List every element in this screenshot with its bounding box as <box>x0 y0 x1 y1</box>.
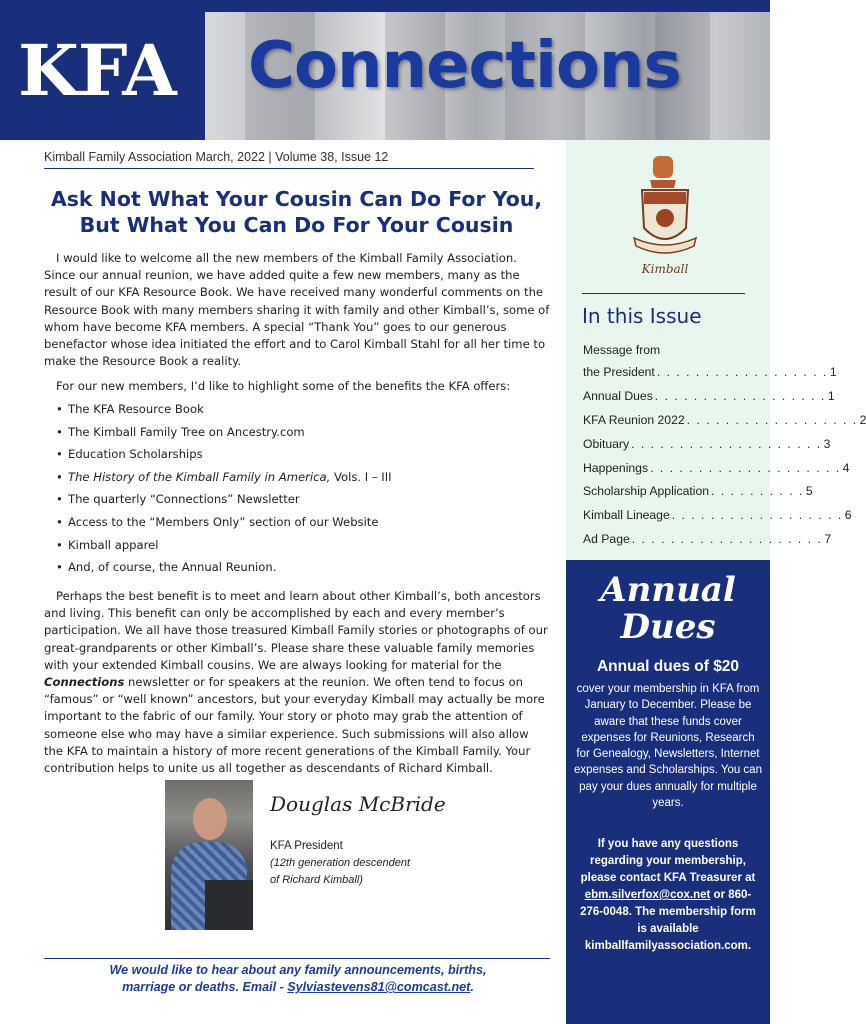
list-item <box>56 469 546 492</box>
toc-item[interactable] <box>583 503 852 527</box>
dues-description: cover your membership in KFA from January to December. Please be aware that these funds cover expenses for Reunions, Research for Genealogy, Newsletters, Internet expenses and Scholarships. You can pay your dues annually for multiple years. <box>574 683 762 810</box>
toc-label: Scholarship Application <box>583 484 710 499</box>
toc-leader: . . . . . . . . . . . . . . . . . . . . <box>631 532 823 547</box>
list-item: • The KFA Resource Book <box>56 401 546 424</box>
toc-label: the President <box>583 364 655 379</box>
toc-label: Ad Page <box>583 532 630 547</box>
toc-leader: . . . . . . . . . . . . . . . . . . . . <box>631 436 822 451</box>
footer-note-end: . <box>470 980 474 994</box>
toc-leader: . . . . . . . . . . . . . . . . . . . . <box>650 460 841 475</box>
article-paragraph-1: I would like to welcome all the new members of the Kimball Family Association. Since our annual reunion, we have added quite a few new members, many as the result of our KFA Resource Book. We have received many wonderful comments on the Resource Book with many members sharing it with family and other Kimball’s, some of whom have become KFA members. A special “Thank You” goes to our generous benefactor whose idea initiated the effort and to Carol Kimball Stahl for all her time to make the Resource Book a reality. <box>44 251 550 369</box>
table-of-contents <box>583 340 866 551</box>
toc-page: 6 <box>844 508 852 523</box>
footer-note-line-1: We would like to hear about any family announcements, births, <box>109 963 487 977</box>
book-title: The History of the Kimball Family in America, <box>68 469 331 484</box>
footer-note-line-2 <box>60 979 536 996</box>
toc-leader: . . . . . . . . . . . . . . . . . . <box>686 412 858 427</box>
toc-page: 3 <box>823 436 831 451</box>
toc-label: KFA Reunion 2022 <box>583 412 685 427</box>
dues-title-line-1: Annual <box>600 570 736 610</box>
issue-line: Kimball Family Association March, 2022 | Volume 38, Issue 12 <box>44 150 389 164</box>
list-item: • And, of course, the Annual Reunion. <box>56 559 546 582</box>
toc-item[interactable] <box>583 479 813 503</box>
newsletter-title: Connections <box>248 29 681 103</box>
toc-page: 1 <box>829 364 837 379</box>
toc-item[interactable] <box>583 384 835 408</box>
footer-note-prefix: marriage or deaths. Email - <box>122 980 288 994</box>
toc-label: Obituary <box>583 436 630 451</box>
family-crest-icon <box>620 152 710 280</box>
para3-part-b: newsletter or for speakers at the reunion. We often tend to focus on “famous” or “well known” ancestors, but your everyday Kimball may actually be more important to the fabric of our family. Your story or photo may grab the attention of someone else who may have a similar experience. Such submissions will also allow the KFA to maintain a history of more recent generations of the Kimball Family. Your contribution helps to unite us all together as descendants of Richard Kimball. <box>44 675 545 776</box>
headline-line-1: Ask Not What Your Cousin Can Do For You, <box>50 187 543 211</box>
masthead <box>0 0 770 140</box>
generation-line-2: of Richard Kimball) <box>270 874 363 886</box>
toc-label: Kimball Lineage <box>583 508 670 523</box>
toc-page: 2 <box>859 412 866 427</box>
dues-contact-text-2: or 860-276-0048. The membership form is available <box>580 889 756 935</box>
generation-line-1: (12th generation descendent <box>270 857 411 869</box>
website-link[interactable]: kimballfamilyassociation.com. <box>584 940 752 952</box>
toc-title: In this Issue <box>582 304 702 328</box>
footer-divider <box>44 958 550 959</box>
newsletter-name: Connections <box>44 675 125 690</box>
toc-item[interactable] <box>583 527 832 551</box>
kfa-logo: KFA <box>18 29 176 112</box>
issue-divider <box>44 168 534 169</box>
sidebar-divider <box>582 293 745 294</box>
toc-page: 7 <box>824 532 832 547</box>
toc-label: Annual Dues <box>583 388 653 403</box>
crest-name: Kimball <box>641 262 689 276</box>
article-paragraph-2: For our new members, I’d like to highlight some of the benefits the KFA offers: <box>56 379 511 393</box>
para3-part-a: Perhaps the best benefit is to meet and learn about other Kimball’s, both ancestors and living. This benefit can only be accomplished by each and every member’s participation. We all have those treasured Kimball Family stories or photographs of our great-grandparents or other Kimball’s. Please share these valuable family memories with your extended Kimball cousins. We are always looking for material for the <box>44 589 548 672</box>
toc-leader: . . . . . . . . . . <box>711 484 804 499</box>
benefits-list <box>56 401 546 582</box>
president-signature: Douglas McBride <box>270 792 446 816</box>
dues-title-line-2: Dues <box>620 607 716 647</box>
president-role: KFA President <box>270 840 343 852</box>
toc-label: Happenings <box>583 460 649 475</box>
dues-contact-text: If you have any questions regarding your membership, please contact KFA Treasurer at <box>580 838 756 884</box>
toc-leader: . . . . . . . . . . . . . . . . . . <box>656 364 828 379</box>
article-paragraph-3 <box>44 588 550 777</box>
contact-email-link[interactable]: Sylviastevens81@comcast.net <box>287 980 471 994</box>
list-item: • Education Scholarships <box>56 446 546 469</box>
president-info <box>270 838 410 889</box>
treasurer-email-link[interactable]: ebm.silverfox@cox.net <box>584 889 711 901</box>
toc-pre-label: Message from <box>583 343 661 357</box>
toc-page: 4 <box>842 460 850 475</box>
toc-item[interactable] <box>583 432 831 456</box>
toc-page: 1 <box>827 388 835 403</box>
president-photo <box>165 780 253 930</box>
toc-leader: . . . . . . . . . . . . . . . . . . <box>654 388 826 403</box>
toc-item[interactable] <box>583 456 850 480</box>
list-item: • The quarterly “Connections” Newsletter <box>56 491 546 514</box>
toc-item[interactable] <box>583 360 837 384</box>
dues-amount: Annual dues of $20 <box>596 658 740 675</box>
dues-contact <box>576 836 760 955</box>
list-item: • Access to the “Members Only” section of our Website <box>56 514 546 537</box>
volumes: Vols. I – III <box>333 469 392 484</box>
footer-note <box>60 962 536 996</box>
toc-leader: . . . . . . . . . . . . . . . . . . <box>671 508 843 523</box>
toc-item[interactable] <box>583 408 866 432</box>
headline-line-2: But What You Can Do For Your Cousin <box>79 213 514 237</box>
list-item: • The Kimball Family Tree on Ancestry.com <box>56 424 546 447</box>
list-item: • Kimball apparel <box>56 537 546 560</box>
article-headline <box>44 186 549 238</box>
dues-title <box>566 572 770 646</box>
toc-page: 5 <box>805 484 813 499</box>
